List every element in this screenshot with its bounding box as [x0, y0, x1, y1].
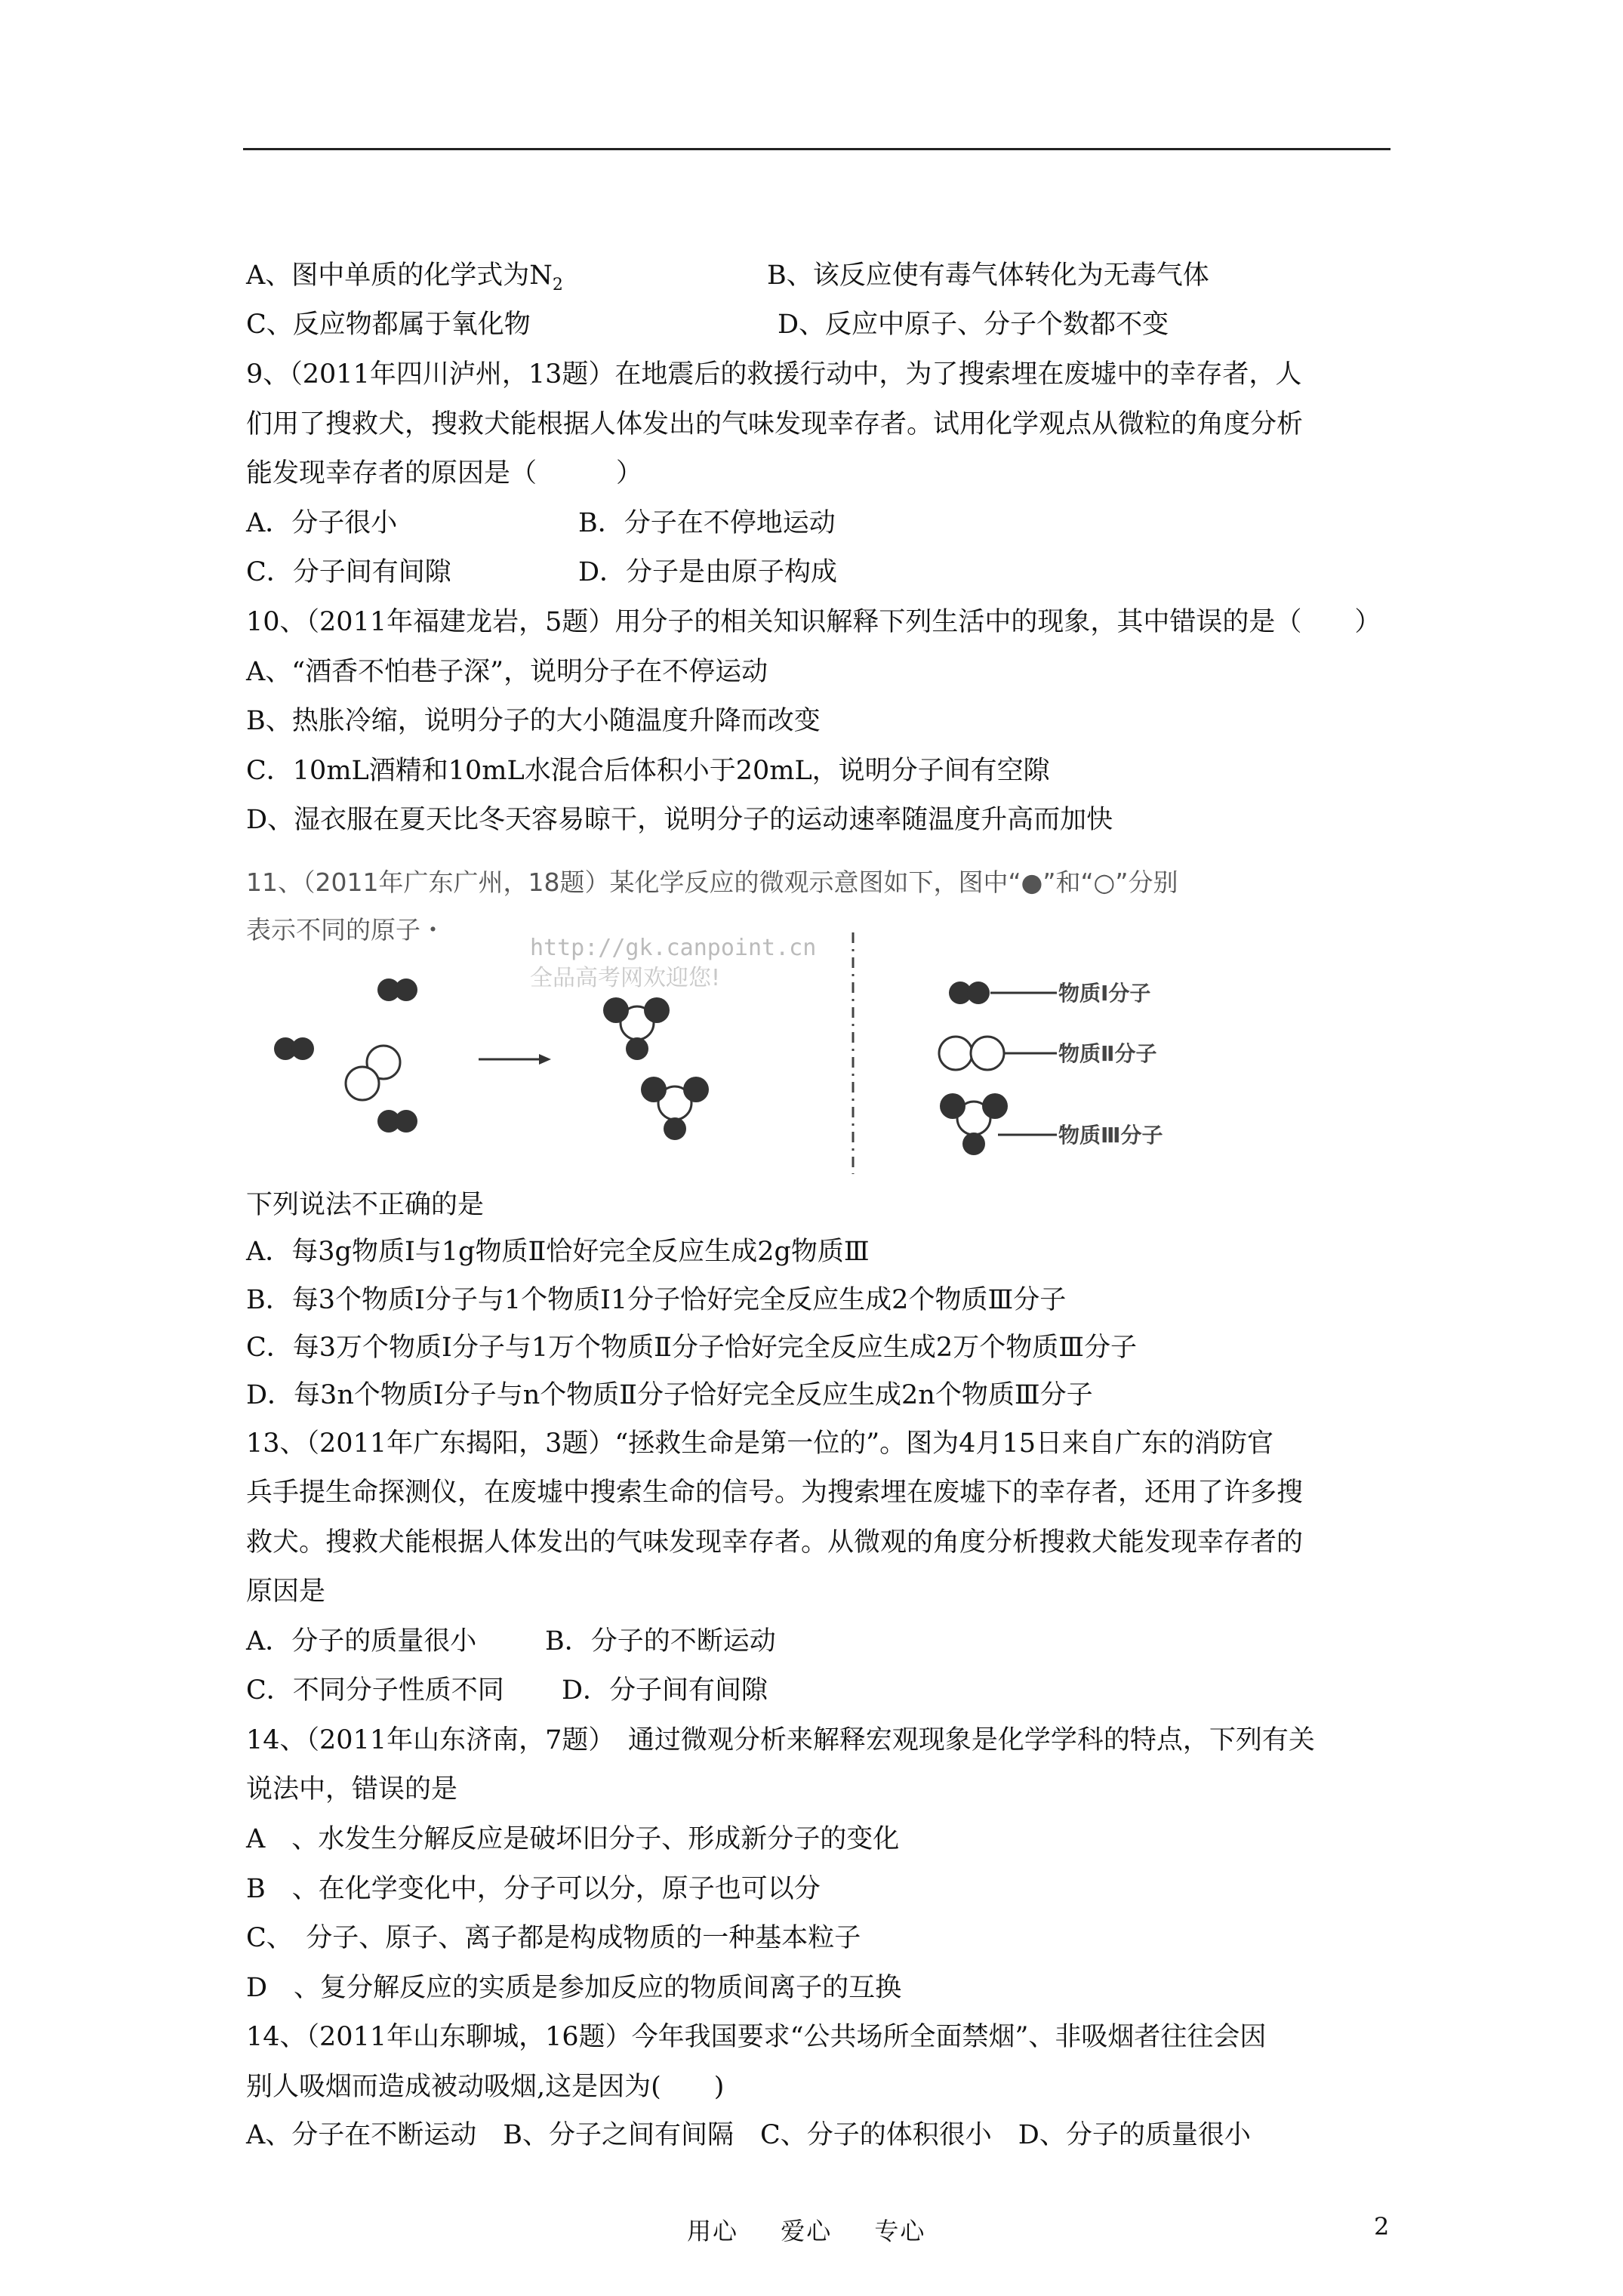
q13-option-a: A．分子的质量很小 [246, 1626, 477, 1657]
watermark-url: http://gk.canpoint.cn [530, 935, 817, 961]
legend-label-ii: 物质Ⅱ分子 [1058, 1041, 1157, 1066]
q8-option-d: D、反应中原子、分子个数都不变 [778, 310, 1169, 340]
product-molecule-iii-2 [641, 1077, 709, 1140]
legend-molecule-iii [940, 1093, 1057, 1155]
q14b-stem-line2: 别人吸烟而造成被动吸烟,这是因为( ) [246, 2072, 725, 2102]
watermark-text: 全品高考网欢迎您! [530, 965, 721, 991]
q11-stem-line1: 11、（2011年广东广州，18题）某化学反应的微观示意图如下，图中“●”和“○”分别 [246, 868, 1178, 897]
q14a-option-c: C、 分子、原子、离子都是构成物质的一种基本粒子 [246, 1923, 861, 1953]
q13-option-b: B．分子的不断运动 [545, 1626, 776, 1657]
q11-option-d: D．每3n个物质Ⅰ分子与n个物质Ⅱ分子恰好完全反应生成2n个物质Ⅲ分子 [246, 1380, 1093, 1410]
q14a-stem-line2: 说法中，错误的是 [246, 1774, 458, 1804]
q13-stem-line4: 原因是 [246, 1576, 326, 1607]
q10-option-a: A、“酒香不怕巷子深”，说明分子在不停运动 [246, 657, 768, 687]
q11-prompt: 下列说法不正确的是 [246, 1190, 485, 1220]
reaction-diagram [243, 857, 1240, 1174]
q8-option-a: A、图中单质的化学式为$N_2$ [246, 260, 563, 294]
q9-stem-line1: 9、（2011年四川泸州，13题）在地震后的救援行动中，为了搜索埋在废墟中的幸存者，人 [246, 359, 1302, 390]
q10-stem: 10、（2011年福建龙岩，5题）用分子的相关知识解释下列生活中的现象，其中错误的是（ ） [246, 607, 1381, 637]
q13-stem-line2: 兵手提生命探测仪，在废墟中搜索生命的信号。为搜索埋在废墟下的幸存者，还用了许多搜 [246, 1478, 1304, 1508]
legend-molecule-i [949, 982, 1057, 1004]
q10-option-b: B、热胀冷缩，说明分子的大小随温度升降而改变 [246, 706, 821, 736]
q14a-option-b: B 、在化学变化中，分子可以分，原子也可以分 [246, 1874, 821, 1904]
q11-option-a: A．每3g物质Ⅰ与1g物质Ⅱ恰好完全反应生成2g物质Ⅲ [246, 1237, 870, 1267]
q9-option-b: B．分子在不停地运动 [578, 508, 836, 538]
product-molecule-iii-1 [603, 997, 670, 1060]
q8-option-b: B、该反应使有毒气体转化为无毒气体 [767, 260, 1209, 291]
reactant-molecule-i-left [274, 1037, 314, 1060]
q11-stem-line2: 表示不同的原子・ [246, 915, 445, 945]
q10-option-d: D、湿衣服在夏天比冬天容易晾干，说明分子的运动速率随温度升高而加快 [246, 805, 1113, 835]
reactant-molecule-i-bottom [377, 1110, 417, 1133]
q13-stem-line1: 13、（2011年广东揭阳，3题）“拯救生命是第一位的”。图为4月15日来自广东的消防官 [246, 1428, 1273, 1459]
q14a-option-d: D 、复分解反应的实质是参加反应的物质间离子的互换 [246, 1973, 902, 2003]
q8-option-c: C、反应物都属于氧化物 [246, 310, 531, 340]
q11-option-c: C．每3万个物质Ⅰ分子与1万个物质Ⅱ分子恰好完全反应生成2万个物质Ⅲ分子 [246, 1333, 1137, 1363]
legend-label-i: 物质Ⅰ分子 [1058, 981, 1151, 1006]
q14b-options: A、分子在不断运动 B、分子之间有间隔 C、分子的体积很小 D、分子的质量很小 [246, 2120, 1251, 2150]
reactant-molecule-ii [346, 1046, 400, 1100]
q10-option-c: C．10mL酒精和10mL水混合后体积小于20mL，说明分子间有空隙 [246, 756, 1050, 786]
q9-option-c: C．分子间有间隙 [246, 557, 451, 587]
q13-option-d: D．分子间有间隙 [562, 1675, 768, 1706]
reaction-arrow [479, 1054, 551, 1065]
q14b-stem-line1: 14、（2011年山东聊城，16题）今年我国要求“公共场所全面禁烟”、非吸烟者往往会因 [246, 2022, 1267, 2052]
q14a-option-a: A 、水发生分解反应是破坏旧分子、形成新分子的变化 [246, 1824, 900, 1854]
q13-option-c: C．不同分子性质不同 [246, 1675, 504, 1706]
page-footer [687, 2212, 959, 2247]
q9-stem-line3: 能发现幸存者的原因是（ ） [246, 458, 643, 488]
footer-word-2: 爱心 [781, 2217, 833, 2245]
footer-word-3: 专心 [874, 2217, 926, 2245]
page-number: 2 [1374, 2212, 1390, 2241]
footer-word-1: 用心 [687, 2217, 739, 2245]
q13-stem-line3: 救犬。搜救犬能根据人体发出的气味发现幸存者。从微观的角度分析搜救犬能发现幸存者的 [246, 1527, 1304, 1558]
q14a-stem-line1: 14、（2011年山东济南，7题） 通过微观分析来解释宏观现象是化学学科的特点，下列有关 [246, 1725, 1315, 1755]
header-rule [243, 148, 1390, 150]
q11-option-b: B．每3个物质Ⅰ分子与1个物质I1分子恰好完全反应生成2个物质Ⅲ分子 [246, 1285, 1067, 1315]
q9-stem-line2: 们用了搜救犬，搜救犬能根据人体发出的气味发现幸存者。试用化学观点从微粒的角度分析 [246, 409, 1304, 439]
q9-option-d: D．分子是由原子构成 [578, 557, 838, 587]
reactant-molecule-i-top [377, 978, 417, 1001]
q9-option-a: A．分子很小 [246, 508, 398, 538]
legend-molecule-ii [939, 1037, 1057, 1070]
legend-label-iii: 物质Ⅲ分子 [1058, 1123, 1163, 1148]
